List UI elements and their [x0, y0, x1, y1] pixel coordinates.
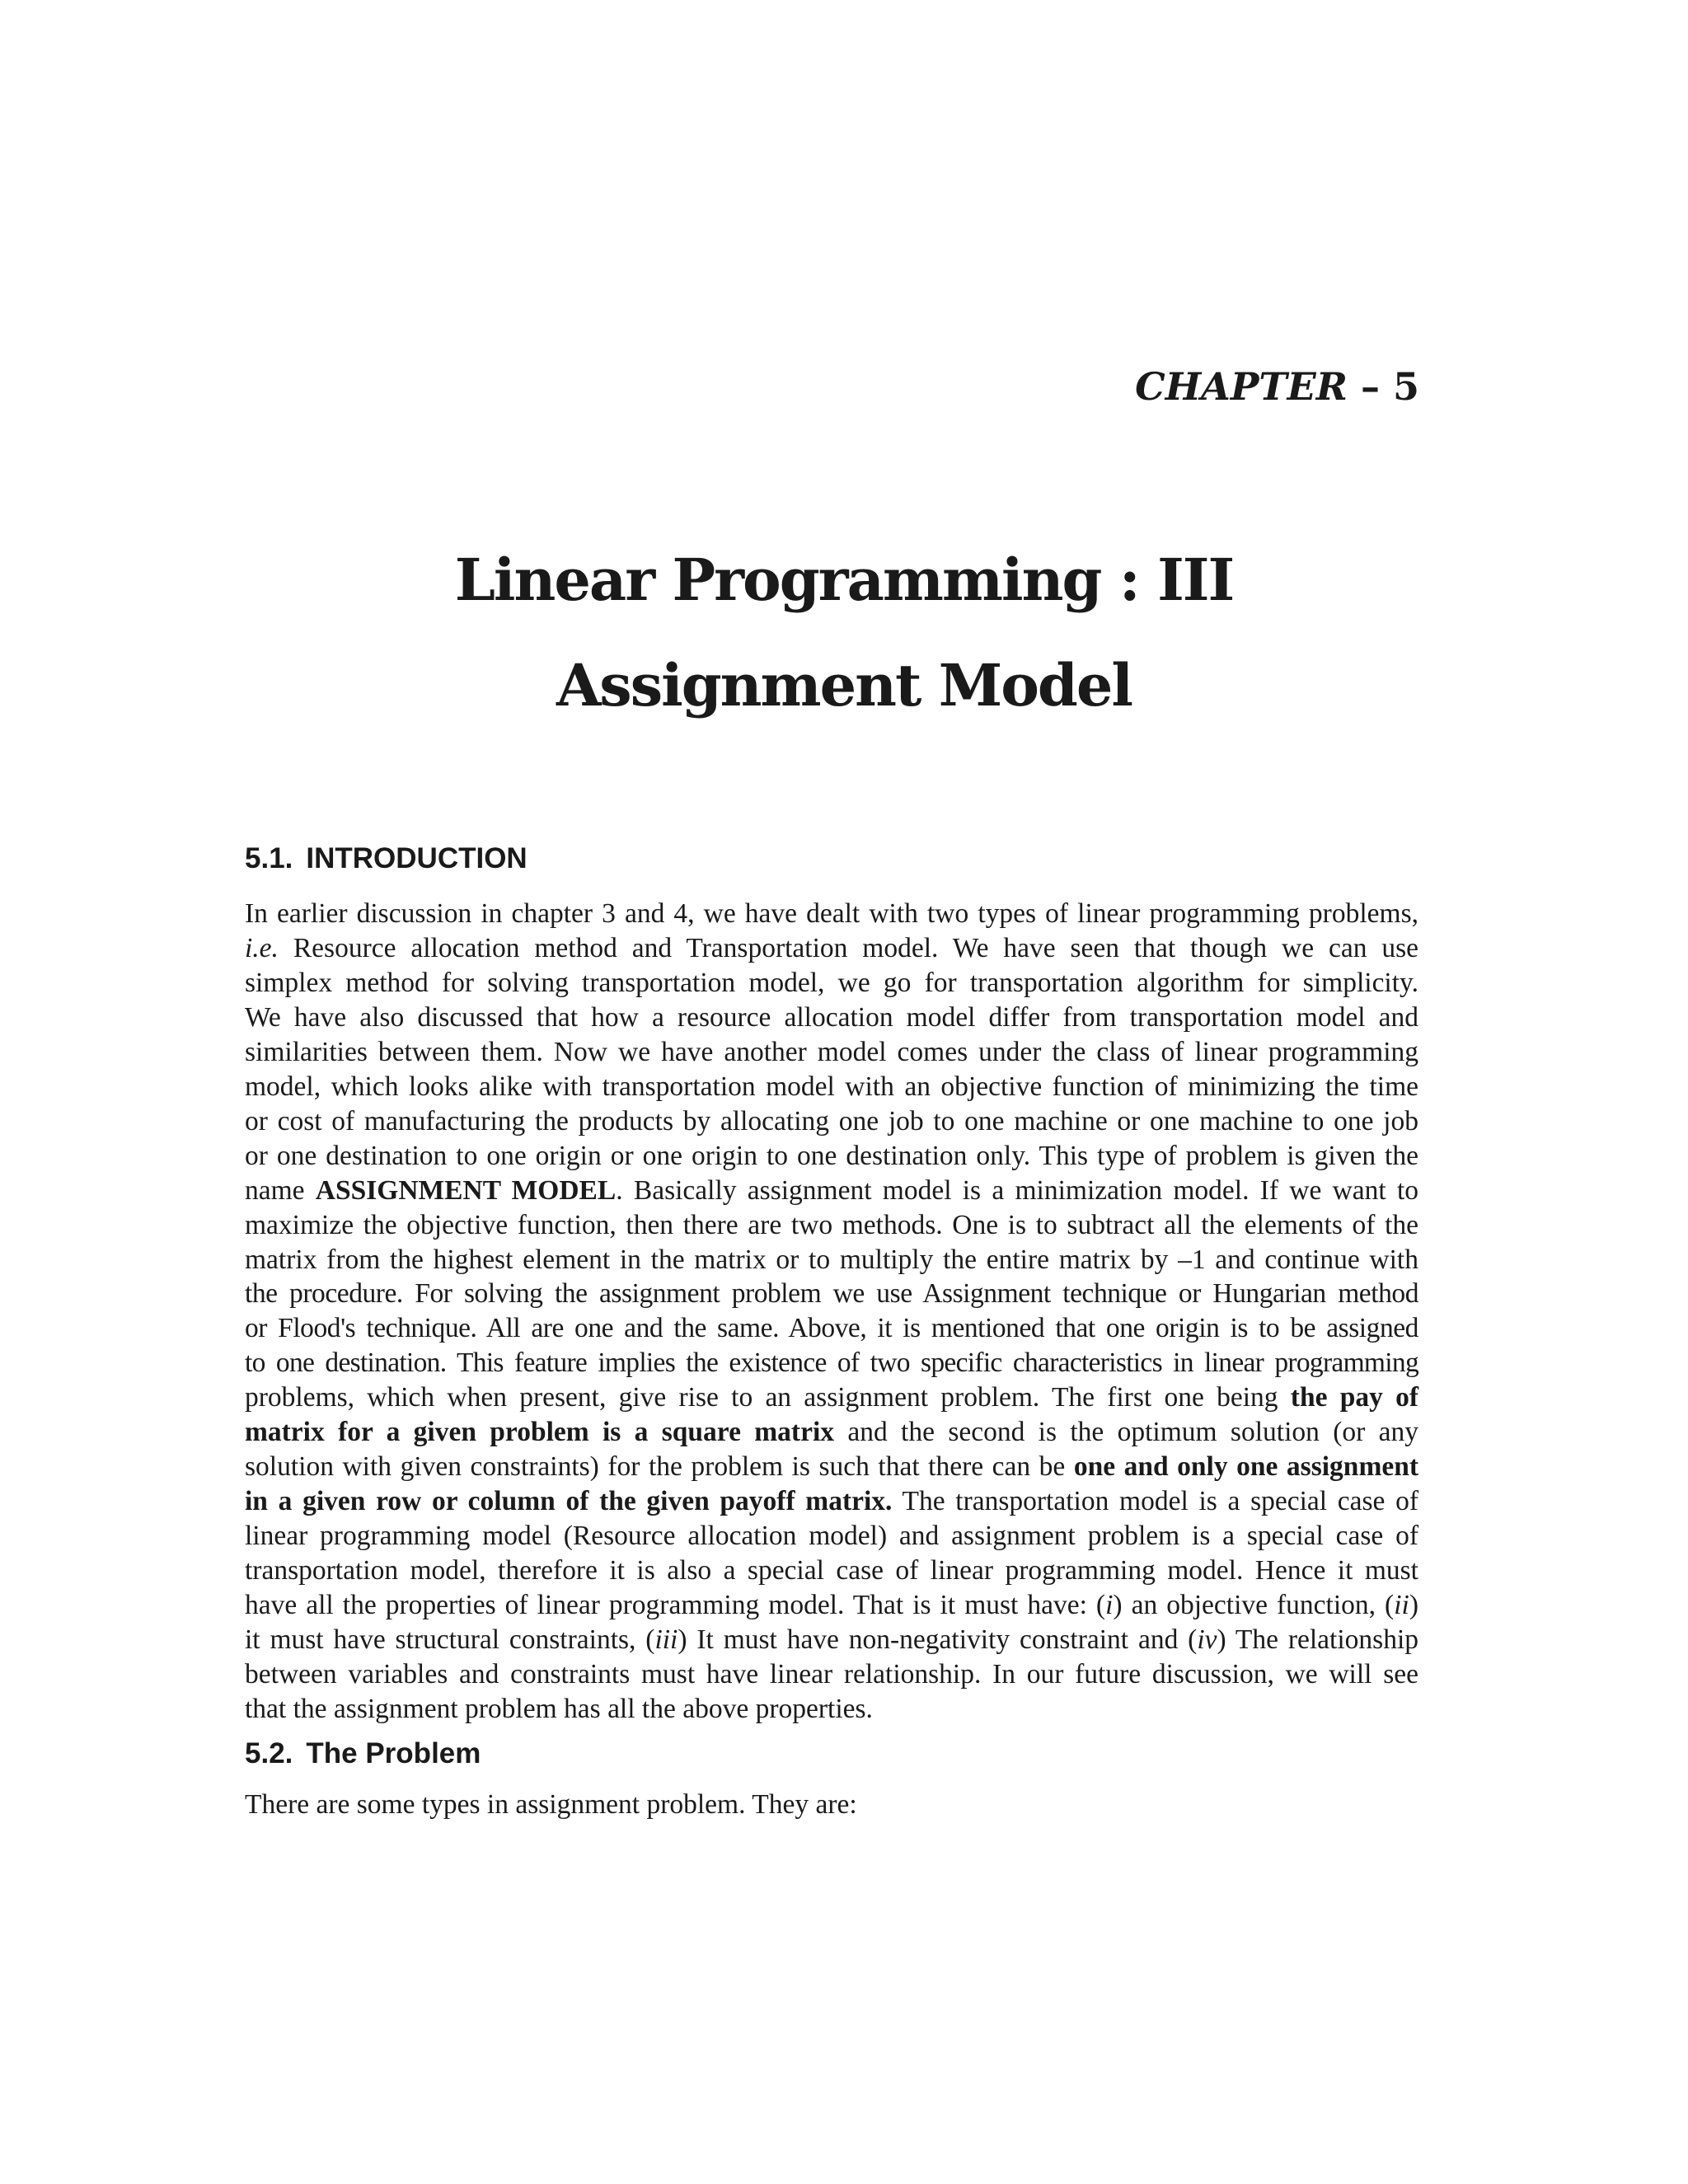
chapter-word: CHAPTER	[1135, 364, 1348, 409]
text-line: matrix from the highest element in the matrix or to multiply the entire matrix by –1 and continue with	[245, 1244, 1418, 1275]
text-line: solution with given constraints) for the problem is such that there can be one and only one assignment	[245, 1451, 1419, 1483]
text-line: similarities between them. Now we have another model comes under the class of linear programming	[245, 1036, 1418, 1067]
text-line: between variables and constraints must have linear relationship. In our future discussion, we will see	[245, 1658, 1418, 1690]
text-line: maximize the objective function, then there are two methods. One is to subtract all the elements of the	[245, 1209, 1418, 1240]
text-line: We have also discussed that how a resource allocation model differ from transportation model and	[245, 1001, 1418, 1033]
text-line: There are some types in assignment problem. They are:	[245, 1789, 857, 1820]
section-title: INTRODUCTION	[306, 842, 528, 874]
text-line: in a given row or column of the given payoff matrix. The transportation model is a special case of	[245, 1486, 1419, 1517]
text-line: simplex method for solving transportation model, we go for transportation algorithm for simplicity.	[245, 967, 1418, 998]
chapter-title	[0, 527, 1688, 738]
chapter-number: 5	[1392, 364, 1419, 409]
section-title: The Problem	[306, 1737, 481, 1769]
introduction-paragraph	[245, 897, 1418, 1727]
text-line: i.e. Resource allocation method and Transportation model. We have seen that though we can use	[245, 932, 1418, 963]
section-number: 5.1.	[245, 842, 293, 874]
text-line: or Flood's technique. All are one and the same. Above, it is mentioned that one origin is to be assigned	[245, 1313, 1418, 1344]
text-line: or one destination to one origin or one origin to one destination only. This type of problem is given the	[245, 1140, 1418, 1171]
text-line: problems, which when present, give rise to an assignment problem. The first one being the pay of	[245, 1382, 1418, 1413]
text-line: name ASSIGNMENT MODEL. Basically assignment model is a minimization model. If we want to	[245, 1174, 1418, 1206]
text-line: transportation model, therefore it is also a special case of linear programming model. Hence it must	[245, 1555, 1418, 1586]
section-heading-introduction	[245, 842, 528, 875]
text-line: to one destination. This feature implies the existence of two specific characteristics in linear programming	[245, 1347, 1418, 1379]
section-number: 5.2.	[245, 1737, 293, 1769]
chapter-dash: –	[1360, 364, 1380, 409]
text-line: or cost of manufacturing the products by allocating one job to one machine or one machine to one job	[245, 1105, 1418, 1137]
chapter-title-line-1: Linear Programming : III	[454, 546, 1234, 614]
text-line: that the assignment problem has all the above properties.	[245, 1693, 873, 1724]
text-line: linear programming model (Resource allocation model) and assignment problem is a special case of	[245, 1521, 1418, 1552]
chapter-label	[1135, 364, 1419, 409]
text-line: model, which looks alike with transportation model with an objective function of minimizing the time	[245, 1071, 1418, 1102]
section-heading-the-problem	[245, 1737, 481, 1770]
text-line: it must have structural constraints, (iii) It must have non-negativity constraint and (iv) The relationship	[245, 1624, 1419, 1656]
chapter-title-line-2: Assignment Model	[556, 651, 1132, 719]
text-line: matrix for a given problem is a square matrix and the second is the optimum solution (or any	[245, 1417, 1418, 1448]
problem-paragraph	[245, 1788, 1418, 1822]
text-line: In earlier discussion in chapter 3 and 4, we have dealt with two types of linear programming problems,	[245, 898, 1418, 929]
text-line: have all the properties of linear programming model. That is it must have: (i) an objective function, (ii)	[245, 1590, 1418, 1621]
text-line: the procedure. For solving the assignment problem we use Assignment technique or Hungarian method	[245, 1278, 1418, 1310]
